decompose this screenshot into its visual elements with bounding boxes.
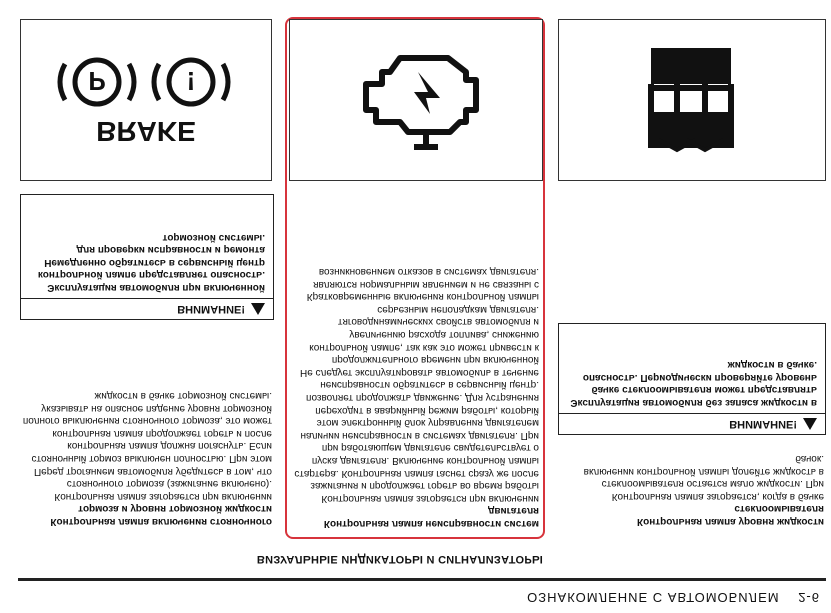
engine-lamp-text-1: Контрольная лампа загорается при включении зажигания и продолжает гореть во время работы стартера. Контрольная лампа гаснет сразу же после пуска двигателя. Включение контрольной лампы при работающем двигателе свидетельствует о наличии неисправности в системах двигателя. При этом электронный блок управления двигателем переходит в аварийный режим работы, который позволяет продолжать движение. Для устранения неисправности обратитесь в сервисный центр. [294,379,539,504]
brake-label: BRAKE [96,116,196,147]
check-engine-icon [290,20,542,180]
brake-warning-icon [21,20,271,180]
header-rule [18,578,826,581]
warning-triangle-icon [803,418,817,430]
washer-lamp-text: Контрольная лампа загорается, когда в бачке стеклоомывателя остается мало жидкости. При включении контрольной лампы долейте жидкость в бачок. [583,453,824,502]
engine-icon-box [289,19,543,181]
brake-lamp-text-2: Перед троганием автомобиля убедитесь в том, что стояночный тормоз выключен полностью. При этом контрольная лампа должна погаснуть. Если контрольная лампа продолжает гореть и после полного выключения стояночного тормоза, это может указывать на опасное падение уровня тормозной жидкости в бачке тормозной системы. [22,390,272,477]
engine-lamp-heading: Контрольная лампа неисправности систем двигателя [323,505,539,529]
washer-lamp-heading: Контрольная лампа уровня жидкости стеклоомывателя [636,503,824,527]
brake-lamp-text-1: Контрольная лампа загорается при включении стояночного тормоза (зажигание включено). [54,478,272,502]
warning-title: ВНИМАНИЕ! [729,418,797,430]
warning-triangle-icon [251,303,265,315]
warning-text: Эксплуатация автомобиля без запаса жидкости в бачке стеклоомывателя может представлять опасность. Периодически проверяйте уровень жидкости в бачке. [570,359,817,408]
page-number: 2-6 [798,590,820,605]
washer-lamp-section [562,451,824,527]
svg-text:P: P [88,66,106,96]
svg-text:!: ! [186,66,196,96]
warning-text: Эксплуатация автомобиля при включенной контрольной лампе представляет опасность. Немедленно обратитесь в сервисный центр для проверки исправности и ремонта тормозной системы. [37,231,265,293]
warning-title: ВНИМАНИЕ! [177,303,245,315]
page-title: ОЗНАКОМЛЕНИЕ С АВТОМОБИЛЕМ [527,590,780,605]
engine-lamp-text-2: Не следует эксплуатировать автомобиль в течение продолжительного времени при включенной контрольной лампе, так как это может привести к увеличению расхода топлива, снижению тяговодинамических свойств автомобиля и серьезным неполадкам двигателя. [299,303,539,378]
brake-warning-box [20,194,274,320]
washer-warning-box [558,323,826,435]
engine-lamp-section [293,265,539,529]
engine-lamp-text-3: Кратковременные включения контрольной лампы являются нормальным явлением и не связаны с возникновением отказов в системах двигателя. [306,266,539,303]
brake-lamp-section [20,388,272,527]
washer-icon-box [558,19,826,181]
brake-lamp-heading: Контрольная лампа включения стояночного тормоза и уровня тормозной жидкости [50,503,272,527]
washer-fluid-icon [559,20,825,180]
section-title: ВИЗУАЛЬНЫЕ ИНДИКАТОРЫ И СИГНАЛИЗАТОРЫ [256,553,544,565]
page-header [420,590,820,605]
brake-icon-box [20,19,272,181]
